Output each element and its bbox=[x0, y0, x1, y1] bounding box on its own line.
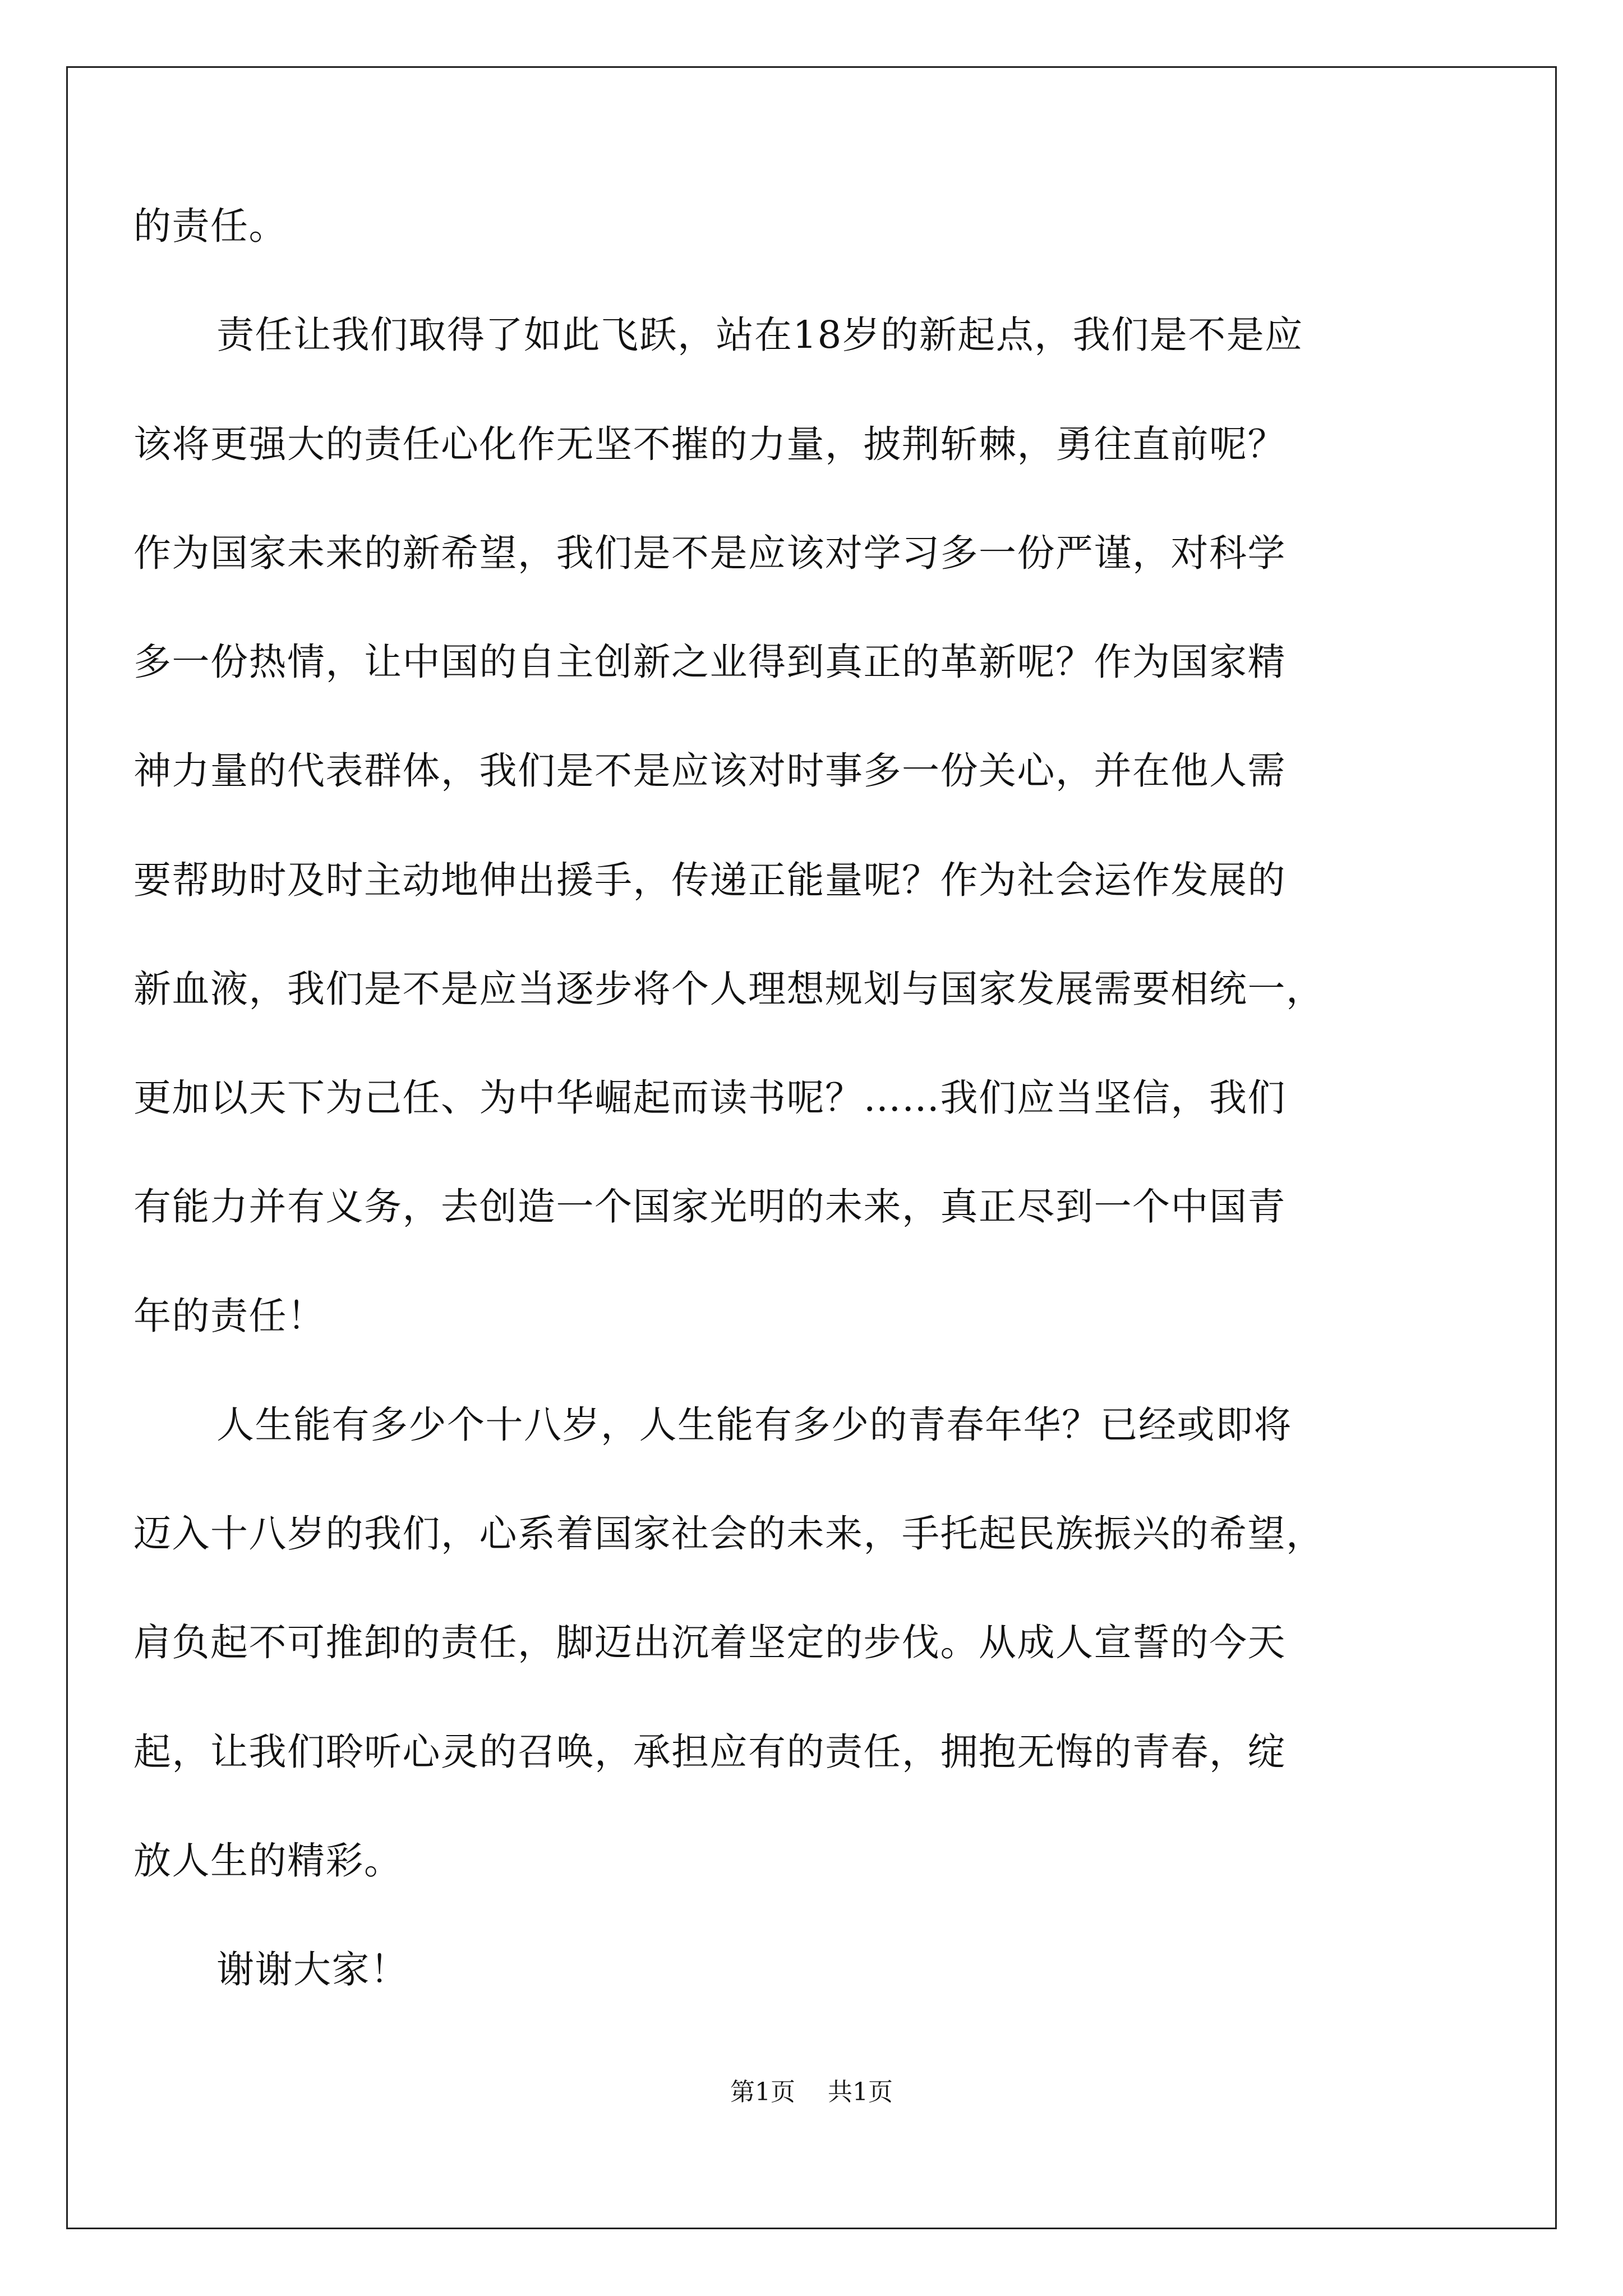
text-line: 放人生的精彩。 bbox=[133, 1839, 403, 1883]
text-line: 年的责任！ bbox=[133, 1294, 326, 1338]
text-line: 神力量的代表群体，我们是不是应该对时事多一份关心，并在他人需 bbox=[133, 749, 1286, 793]
text-line: 迈入十八岁的我们，心系着国家社会的未来，手托起民族振兴的希望， bbox=[133, 1512, 1325, 1556]
text-line: 的责任。 bbox=[133, 204, 287, 248]
text-line: 人生能有多少个十八岁，人生能有多少的青春年华？已经或即将 bbox=[216, 1403, 1292, 1447]
text-line: 起，让我们聆听心灵的召唤，承担应有的责任，拥抱无悔的青春，绽 bbox=[133, 1730, 1286, 1774]
text-line: 谢谢大家！ bbox=[216, 1948, 409, 1991]
text-line: 该将更强大的责任心化作无坚不摧的力量，披荆斩棘，勇往直前呢？ bbox=[133, 422, 1286, 466]
page-total: 共1页 bbox=[828, 2078, 893, 2106]
page-footer bbox=[0, 2076, 1623, 2109]
page-border bbox=[66, 66, 1557, 2229]
text-line: 新血液，我们是不是应当逐步将个人理想规划与国家发展需要相统一， bbox=[133, 967, 1325, 1011]
text-line: 更加以天下为己任、为中华崛起而读书呢？……我们应当坚信，我们 bbox=[133, 1076, 1286, 1120]
text-line: 有能力并有义务，去创造一个国家光明的未来，真正尽到一个中国青 bbox=[133, 1185, 1286, 1228]
text-line: 多一份热情，让中国的自主创新之业得到真正的革新呢？作为国家精 bbox=[133, 640, 1286, 684]
text-line: 作为国家未来的新希望，我们是不是应该对学习多一份严谨，对科学 bbox=[133, 531, 1286, 575]
text-line: 责任让我们取得了如此飞跃，站在18岁的新起点，我们是不是应 bbox=[216, 313, 1303, 357]
text-line: 要帮助时及时主动地伸出援手，传递正能量呢？作为社会运作发展的 bbox=[133, 858, 1286, 902]
text-line: 肩负起不可推卸的责任，脚迈出沉着坚定的步伐。从成人宣誓的今天 bbox=[133, 1621, 1286, 1664]
page-number: 第1页 bbox=[730, 2078, 795, 2106]
